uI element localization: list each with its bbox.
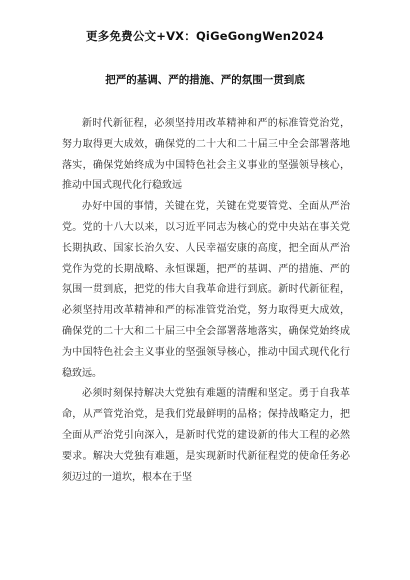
document-title: 把严的基调、严的措施、严的氛围一贯到底 [105,74,305,86]
body-paragraph: 必须时刻保持解决大党独有难题的清醒和坚定。勇于自我革命，从严管党治党，是我们党最鲜明的品格；保持战略定力，把全面从严治党引向深入，是新时代党的建设新的伟大工程的必然要求。解决大党独有难题，是实现新时代新征程党的使命任务必须迈过的一道坎，根本在于坚 [62,388,350,483]
promo-header: 更多免费公文+VX：QiGeGongWen2024 [86,29,324,43]
document-body [62,114,350,488]
body-paragraph: 新时代新征程，必须坚持用改革精神和严的标准管党治党，努力取得更大成效，确保党的二十大和二十届三中全会部署落地落实，确保党始终成为中国特色社会主义事业的坚强领导核心，推动中国式现代化行稳致远 [62,118,350,192]
body-paragraph: 办好中国的事情，关键在党，关键在党要管党、全面从严治党。党的十八大以来，以习近平同志为核心的党中央站在事关党长期执政、国家长治久安、人民幸福安康的高度，把全面从严治党作为党的长期战略、永恒课题，把严的基调、严的措施、严的氛围一贯到底，把党的伟大自我革命进行到底。新时代新征程，必须坚持用改革精神和严的标准管党治党，努力取得更大成效，确保党的二十大和二十届三中全会部署落地落实，确保党始终成为中国特色社会主义事业的坚强领导核心，推动中国式现代化行稳致远。 [62,201,350,379]
